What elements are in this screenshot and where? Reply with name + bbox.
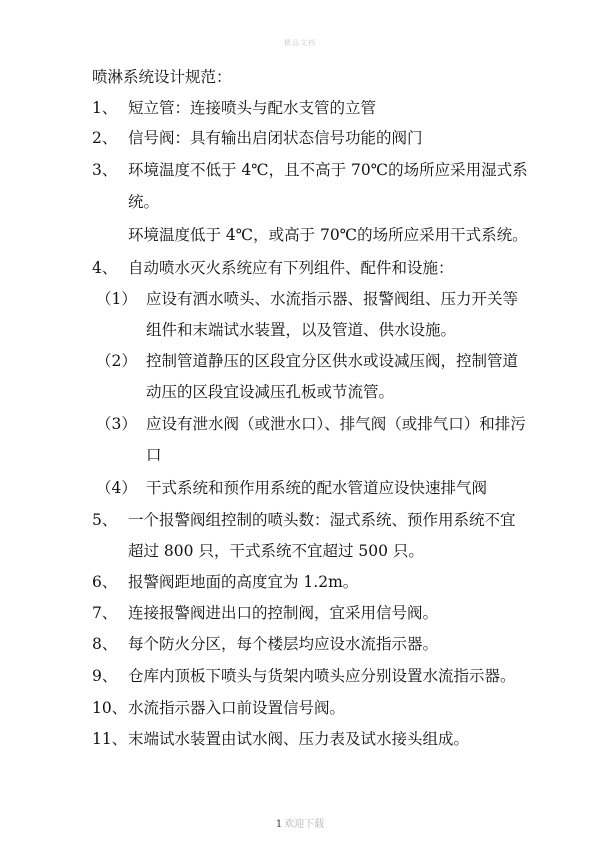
item-text: 末端试水装置由试水阀、压力表及试水接头组成。 xyxy=(128,730,470,748)
subitem-number: （4） xyxy=(96,479,137,497)
subitem-text: 应设有泄水阀（或泄水口）、排气阀（或排气口）和排污 xyxy=(146,415,526,433)
subitem-number: （1） xyxy=(96,290,137,308)
document-title: 喷淋系统设计规范： xyxy=(92,68,232,86)
item-text: 仓库内顶板下喷头与货架内喷头应分别设置水流指示器。 xyxy=(128,667,516,685)
item-number: 2、 xyxy=(92,129,118,147)
item-number: 1、 xyxy=(92,99,118,117)
item-number: 6、 xyxy=(92,573,118,591)
item-text: 信号阀：具有输出启闭状态信号功能的阀门 xyxy=(128,129,423,147)
item-text: 报警阀距地面的高度宜为 1.2m。 xyxy=(128,573,359,591)
item-text-continued: 统。 xyxy=(128,193,160,211)
footer-watermark: 欢迎下载 xyxy=(284,819,325,830)
item-number: 9、 xyxy=(92,667,118,685)
page-number: 1 xyxy=(275,819,283,830)
item-number: 8、 xyxy=(92,635,118,653)
subitem-text-continued: 口 xyxy=(146,446,162,464)
item-text: 一个报警阀组控制的喷头数：湿式系统、预作用系统不宜 xyxy=(128,511,516,529)
subitem-text-continued: 组件和末端试水装置，以及管道、供水设施。 xyxy=(146,321,457,339)
item-number: 4、 xyxy=(92,259,118,277)
subitem-number: （3） xyxy=(96,415,137,433)
item-text: 水流指示器入口前设置信号阀。 xyxy=(128,699,346,717)
item-number: 5、 xyxy=(92,511,118,529)
item-number: 11、 xyxy=(92,730,128,748)
subitem-text: 控制管道静压的区段宜分区供水或设减压阀，控制管道 xyxy=(146,352,519,370)
item-text: 环境温度不低于 4℃，且不高于 70℃的场所应采用湿式系 xyxy=(128,161,528,179)
subitem-text: 应设有洒水喷头、水流指示器、报警阀组、压力开关等 xyxy=(146,290,519,308)
subitem-text-continued: 动压的区段宜设减压孔板或节流管。 xyxy=(146,383,395,401)
subitem-number: （2） xyxy=(96,352,137,370)
item-text: 自动喷水灭火系统应有下列组件、配件和设施： xyxy=(128,259,454,277)
item-text: 每个防火分区，每个楼层均应设水流指示器。 xyxy=(128,635,439,653)
page-footer xyxy=(0,815,600,830)
item-number: 3、 xyxy=(92,161,118,179)
item-text-continued: 超过 800 只，干式系统不宜超过 500 只。 xyxy=(128,542,424,560)
subitem-text: 干式系统和预作用系统的配水管道应设快速排气阀 xyxy=(146,479,488,497)
header-watermark: 精品文档 xyxy=(284,39,316,47)
item-text: 短立管：连接喷头与配水支管的立管 xyxy=(128,99,377,117)
item-number: 7、 xyxy=(92,604,118,622)
item-text: 连接报警阀进出口的控制阀，宜采用信号阀。 xyxy=(128,604,439,622)
item-number: 10、 xyxy=(92,699,128,717)
item-text-continued: 环境温度低于 4℃，或高于 70℃的场所应采用干式系统。 xyxy=(128,226,528,244)
